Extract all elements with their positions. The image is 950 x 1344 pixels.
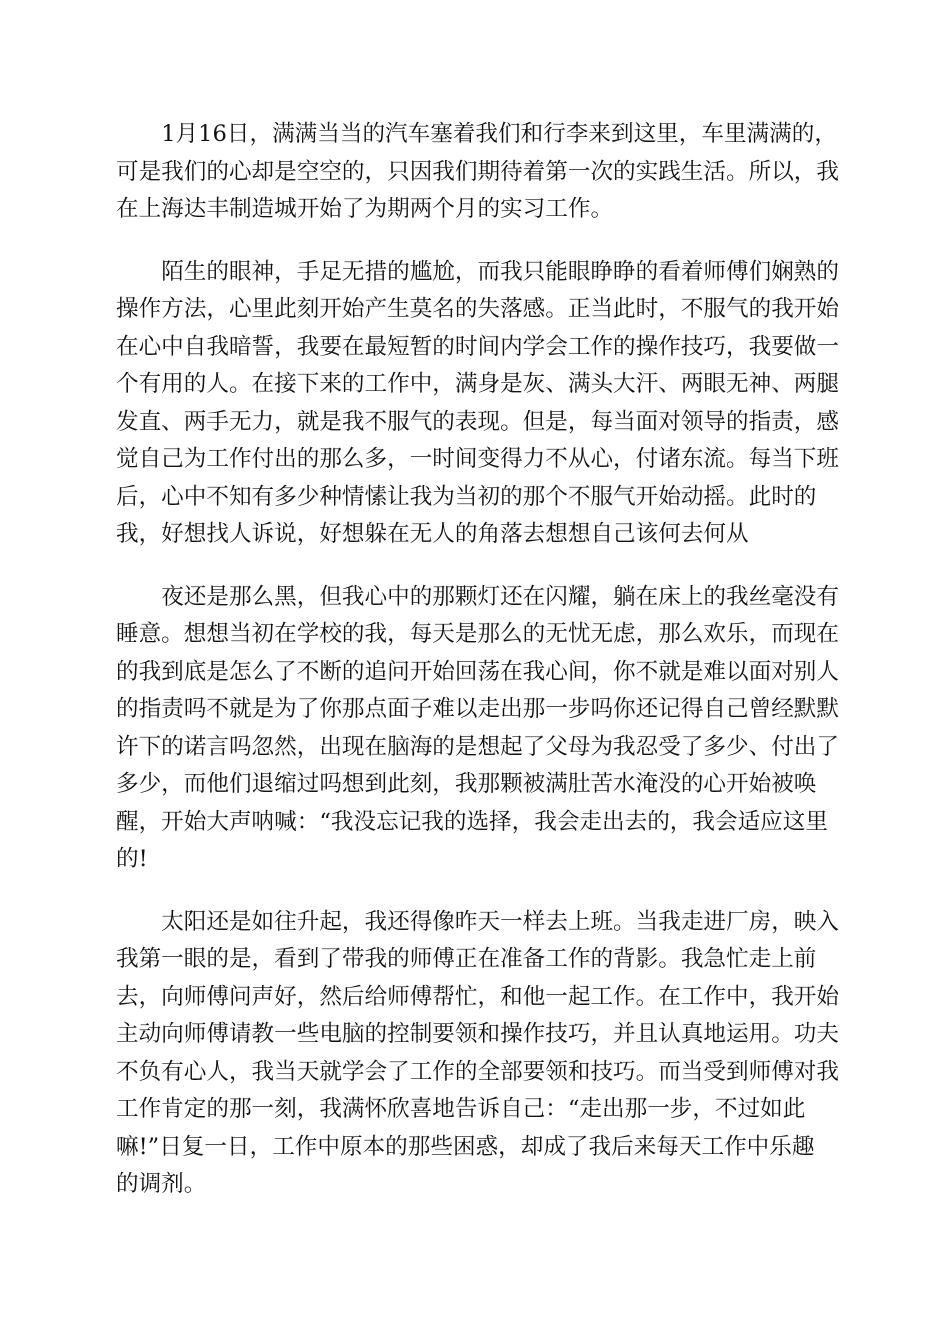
- paragraph-line: 多少，而他们退缩过吗想到此刻，我那颗被满肚苦水淹没的心开始被唤: [116, 771, 817, 797]
- paragraph-line: 工作肯定的那一刻，我满怀欣喜地告诉自己：“走出那一步，不过如此: [116, 1096, 806, 1122]
- paragraph-line: 在上海达丰制造城开始了为期两个月的实习工作。: [116, 196, 614, 222]
- paragraph-line: 去，向师傅问声好，然后给师傅帮忙，和他一起工作。在工作中，我开始: [116, 983, 839, 1010]
- paragraph-line: 夜还是那么黑，但我心中的那颗灯还在闪耀，躺在床上的我丝毫没有: [161, 583, 839, 610]
- paragraph-line: 在心中自我暗誓，我要在最短暂的时间内学会工作的操作技巧，我要做一: [116, 333, 839, 360]
- paragraph-line: 睡意。想想当初在学校的我，每天是那么的无忧无虑，那么欢乐，而现在: [116, 621, 839, 647]
- paragraph-line: 可是我们的心却是空空的，只因我们期待着第一次的实践生活。所以，我: [116, 158, 839, 185]
- paragraph-line: 嘛!”日复一日，工作中原本的那些困惑，却成了我后来每天工作中乐趣: [116, 1133, 815, 1160]
- paragraph-2: [116, 254, 839, 554]
- paragraph-3: [116, 579, 839, 879]
- paragraph-line: 我第一眼的是，看到了带我的师傅正在准备工作的背影。我急忙走上前: [116, 946, 817, 972]
- paragraph-line: 主动向师傅请教一些电脑的控制要领和操作技巧，并且认真地运用。功夫: [116, 1021, 839, 1047]
- paragraph-line: 操作方法，心里此刻开始产生莫名的失落感。正当此时，不服气的我开始: [116, 296, 839, 322]
- paragraph-line: 太阳还是如往升起，我还得像昨天一样去上班。当我走进厂房，映入: [161, 908, 839, 935]
- paragraph-line: 的!: [116, 846, 148, 872]
- paragraph-line: 陌生的眼神，手足无措的尴尬，而我只能眼睁睁的看着师傅们娴熟的: [161, 258, 839, 285]
- paragraph-line: 的调剂。: [116, 1171, 207, 1197]
- paragraph-line: 许下的诺言吗忽然，出现在脑海的是想起了父母为我忍受了多少、付出了: [116, 733, 839, 760]
- paragraph-line: 觉自己为工作付出的那么多，一时间变得力不从心，付诸东流。每当下班: [116, 446, 839, 472]
- paragraph-1: [116, 116, 839, 229]
- paragraph-line: 发直、两手无力，就是我不服气的表现。但是，每当面对领导的指责，感: [116, 408, 839, 435]
- document-page: [116, 116, 839, 1229]
- paragraph-line: 的我到底是怎么了不断的追问开始回荡在我心间，你不就是难以面对别人: [116, 658, 839, 685]
- paragraph-line: 的指责吗不就是为了你那点面子难以走出那一步吗你还记得自己曾经默默: [116, 696, 839, 722]
- paragraph-line: 不负有心人，我当天就学会了工作的全部要领和技巧。而当受到师傅对我: [116, 1058, 839, 1085]
- paragraph-line: 1月16日，满满当当的汽车塞着我们和行李来到这里，车里满满的，: [161, 121, 837, 147]
- paragraph-line: 我，好想找人诉说，好想躲在无人的角落去想想自己该何去何从: [116, 521, 749, 547]
- paragraph-line: 醒，开始大声呐喊：“我没忘记我的选择，我会走出去的，我会适应这里: [116, 808, 828, 835]
- paragraph-line: 个有用的人。在接下来的工作中，满身是灰、满头大汗、两眼无神、两腿: [116, 371, 839, 397]
- paragraph-line: 后，心中不知有多少种情愫让我为当初的那个不服气开始动摇。此时的: [116, 483, 817, 510]
- paragraph-4: [116, 904, 839, 1204]
